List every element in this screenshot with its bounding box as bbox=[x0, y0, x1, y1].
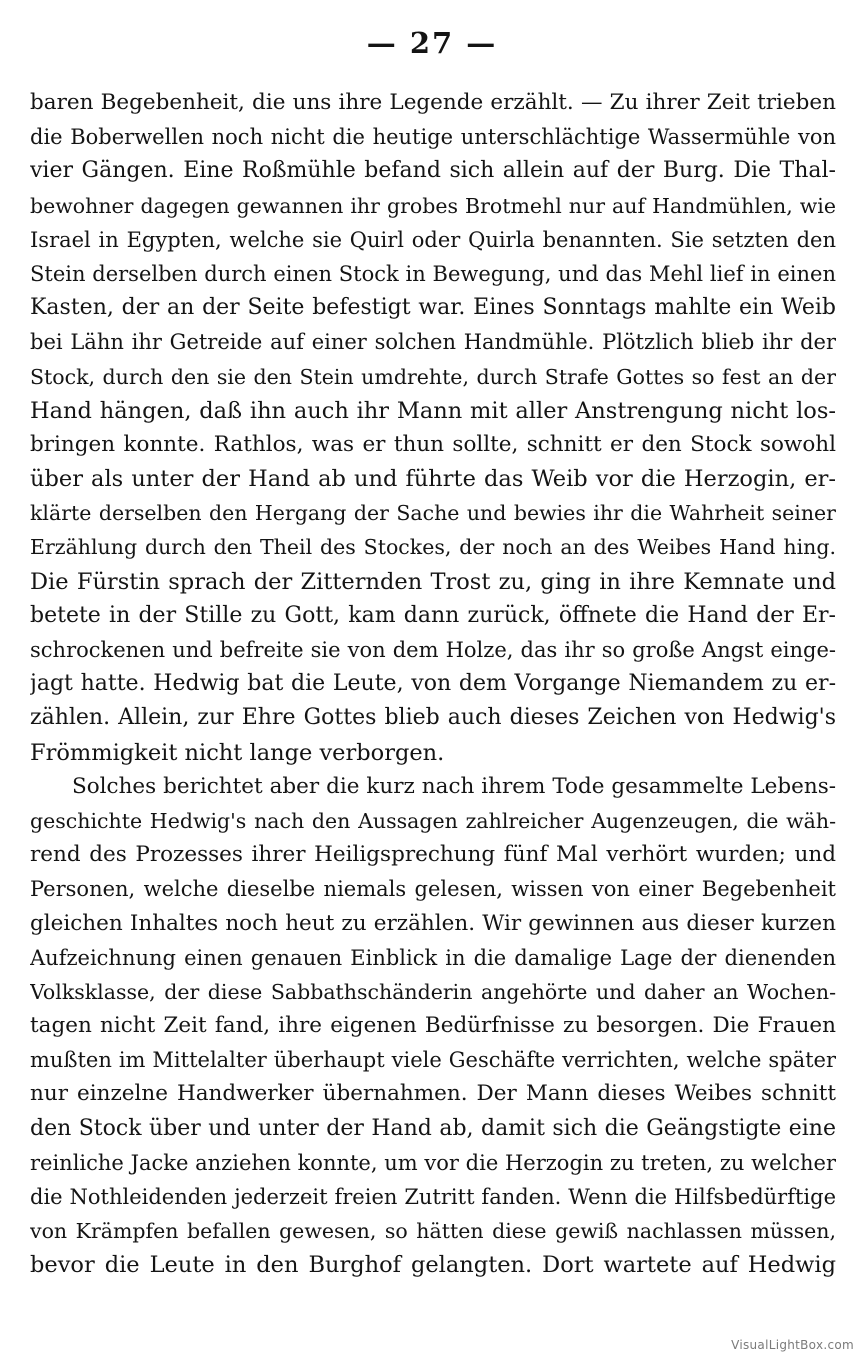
text-line: nur einzelne Handwerker übernahmen. Der Mann dieses Weibes schnitt bbox=[30, 1081, 836, 1107]
watermark: VisualLightBox.com bbox=[731, 1338, 854, 1352]
text-line: betete in der Stille zu Gott, kam dann zurück, öffnete die Hand der Er- bbox=[30, 602, 836, 628]
text-line: baren Begebenheit, die uns ihre Legende erzählt. — Zu ihrer Zeit trieben bbox=[30, 90, 836, 115]
text-line: Israel in Egypten, welche sie Quirl oder Quirla benannten. Sie setzten den bbox=[30, 227, 836, 252]
text-line: Frömmigkeit nicht lange verborgen. bbox=[30, 739, 445, 766]
text-line: Stock, durch den sie den Stein umdrehte, durch Strafe Gottes so fest an der bbox=[30, 364, 836, 389]
text-line: bringen konnte. Rathlos, was er thun sollte, schnitt er den Stock sowohl bbox=[30, 431, 836, 457]
text-line: Hand hängen, daß ihn auch ihr Mann mit aller Anstrengung nicht los- bbox=[30, 397, 836, 424]
page-number: — 27 — bbox=[366, 26, 498, 60]
text-line: die Boberwellen noch nicht die heutige unterschlächtige Wassermühle von bbox=[30, 125, 836, 150]
text-line: Die Fürstin sprach der Zitternden Trost zu, ging in ihre Kemnate und bbox=[30, 568, 836, 595]
text-line: Aufzeichnung einen genauen Einblick in die damalige Lage der dienenden bbox=[30, 945, 836, 970]
text-line: Erzählung durch den Theil des Stockes, der noch an des Weibes Hand hing. bbox=[30, 535, 836, 560]
text-line: jagt hatte. Hedwig bat die Leute, von dem Vorgange Niemandem zu er- bbox=[30, 671, 836, 697]
text-line: klärte derselben den Hergang der Sache und bewies ihr die Wahrheit seiner bbox=[30, 501, 836, 526]
text-line: Solches berichtet aber die kurz nach ihrem Tode gesammelte Lebens- bbox=[72, 773, 836, 799]
text-line: bevor die Leute in den Burghof gelangten. Dort wartete auf Hedwig bbox=[30, 1252, 836, 1279]
text-line: rend des Prozesses ihrer Heiligsprechung fünf Mal verhört wurden; und bbox=[30, 842, 836, 868]
text-line: über als unter der Hand ab und führte das Weib vor die Herzogin, er- bbox=[30, 466, 836, 493]
body-text bbox=[30, 86, 836, 1283]
text-line: die Nothleidenden jederzeit freien Zutritt fanden. Wenn die Hilfsbedürftige bbox=[30, 1185, 836, 1209]
text-line: Volksklasse, der diese Sabbathschänderin angehörte und daher an Wochen- bbox=[30, 979, 836, 1004]
text-line: reinliche Jacke anziehen konnte, um vor die Herzogin zu treten, zu welcher bbox=[30, 1150, 836, 1175]
text-line: schrockenen und befreite sie von dem Holze, das ihr so große Angst einge- bbox=[30, 638, 836, 662]
paragraph-1 bbox=[30, 86, 836, 770]
paragraph-2 bbox=[30, 770, 836, 1283]
text-line: gleichen Inhaltes noch heut zu erzählen. Wir gewinnen aus dieser kurzen bbox=[30, 910, 836, 936]
text-line: von Krämpfen befallen gewesen, so hätten diese gewiß nachlassen müssen, bbox=[30, 1219, 836, 1244]
text-line: vier Gängen. Eine Roßmühle befand sich allein auf der Burg. Die Thal- bbox=[30, 158, 836, 184]
text-line: bei Lähn ihr Getreide auf einer solchen Handmühle. Plötzlich blieb ihr der bbox=[30, 330, 836, 355]
text-line: tagen nicht Zeit fand, ihre eigenen Bedürfnisse zu besorgen. Die Frauen bbox=[30, 1013, 836, 1039]
text-line: geschichte Hedwig's nach den Aussagen zahlreicher Augenzeugen, die wäh- bbox=[30, 808, 836, 833]
text-line: mußten im Mittelalter überhaupt viele Geschäfte verrichten, welche später bbox=[30, 1048, 836, 1073]
text-line: Kasten, der an der Seite befestigt war. Eines Sonntags mahlte ein Weib bbox=[30, 295, 836, 321]
text-line: den Stock über und unter der Hand ab, damit sich die Geängstigte eine bbox=[30, 1115, 836, 1141]
text-line: Personen, welche dieselbe niemals gelesen, wissen von einer Begebenheit bbox=[30, 877, 836, 902]
text-line: zählen. Allein, zur Ehre Gottes blieb auch dieses Zeichen von Hedwig's bbox=[30, 705, 836, 731]
text-line: bewohner dagegen gewannen ihr grobes Brotmehl nur auf Handmühlen, wie bbox=[30, 193, 836, 218]
text-line: Stein derselben durch einen Stock in Bewegung, und das Mehl lief in einen bbox=[30, 261, 836, 286]
